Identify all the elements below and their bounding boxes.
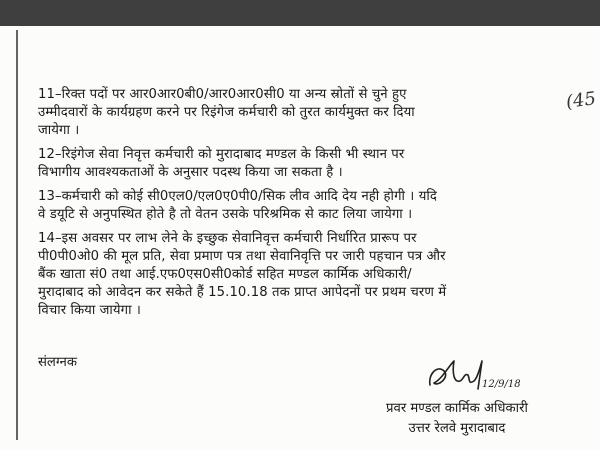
paragraph-14 [38, 230, 558, 320]
page-margin-line [16, 30, 18, 440]
handwritten-signature [424, 355, 524, 395]
margin-note: (45 [564, 88, 598, 113]
text-line: 11–रिक्त पदों पर आर0आर0बी0/आर0आर0सी0 या अन्य स्रोतों से चुने हुए [38, 87, 407, 102]
document-body [38, 86, 558, 326]
text-line: 14–इस अवसर पर लाभ लेने के इच्छुक सेवानिवृत्त कर्मचारी निर्धारित प्रारूप पर [38, 231, 417, 246]
enclosure-label: संलग्नक [38, 355, 78, 370]
signature-date: 12/9/18 [482, 379, 521, 390]
text-line: विचार किया जायेगा । [38, 303, 142, 318]
paragraph-12 [38, 146, 558, 182]
text-line: मुरादाबाद को आवेदन कर सकेते हैं 15.10.18 तक प्राप्त आपेदनों पर प्रथम चरण में [38, 285, 447, 300]
signatory-title: प्रवर मण्डल कार्मिक अधिकारी [386, 401, 528, 416]
paragraph-13 [38, 188, 558, 224]
text-line: 12–रिइंगेज सेवा निवृत्त कर्मचारी को मुरादाबाद मण्डल के किसी भी स्थान पर [38, 147, 405, 162]
text-line: विभागीय आवश्यकताओं के अनुसार पदस्थ किया जा सकता है । [38, 165, 343, 180]
text-line: वे डयूटि से अनुपस्थित होते है तो वेतन उसके परिश्रमिक से काट लिया जायेगा । [38, 207, 413, 222]
text-line: जायेगा । [38, 123, 80, 138]
scanner-top-bar [0, 0, 600, 26]
text-line: बैंक खाता सं0 तथा आई.एफ0एस0सी0कोर्ड सहित मण्डल कार्मिक अधिकारी/ [38, 267, 412, 282]
signatory-block [386, 399, 528, 439]
text-line: पी0पी0ओ0 की मूल प्रति, सेवा प्रमाण पत्र तथा सेवानिवृत्ति पर जारी पहचान पत्र और [38, 249, 446, 264]
text-line: उम्मीदवारों के कार्यग्रहण करने पर रिइंगेज कर्मचारी को तुरत कार्यमुक्त कर दिया [38, 105, 415, 120]
paragraph-11 [38, 86, 558, 140]
signatory-office: उत्तर रेलवे मुरादाबाद [408, 421, 506, 436]
text-line: 13–कर्मचारी को कोई सी0एल0/एल0ए0पी0/सिक लीव आदि देय नही होगी । यदि [38, 189, 437, 204]
